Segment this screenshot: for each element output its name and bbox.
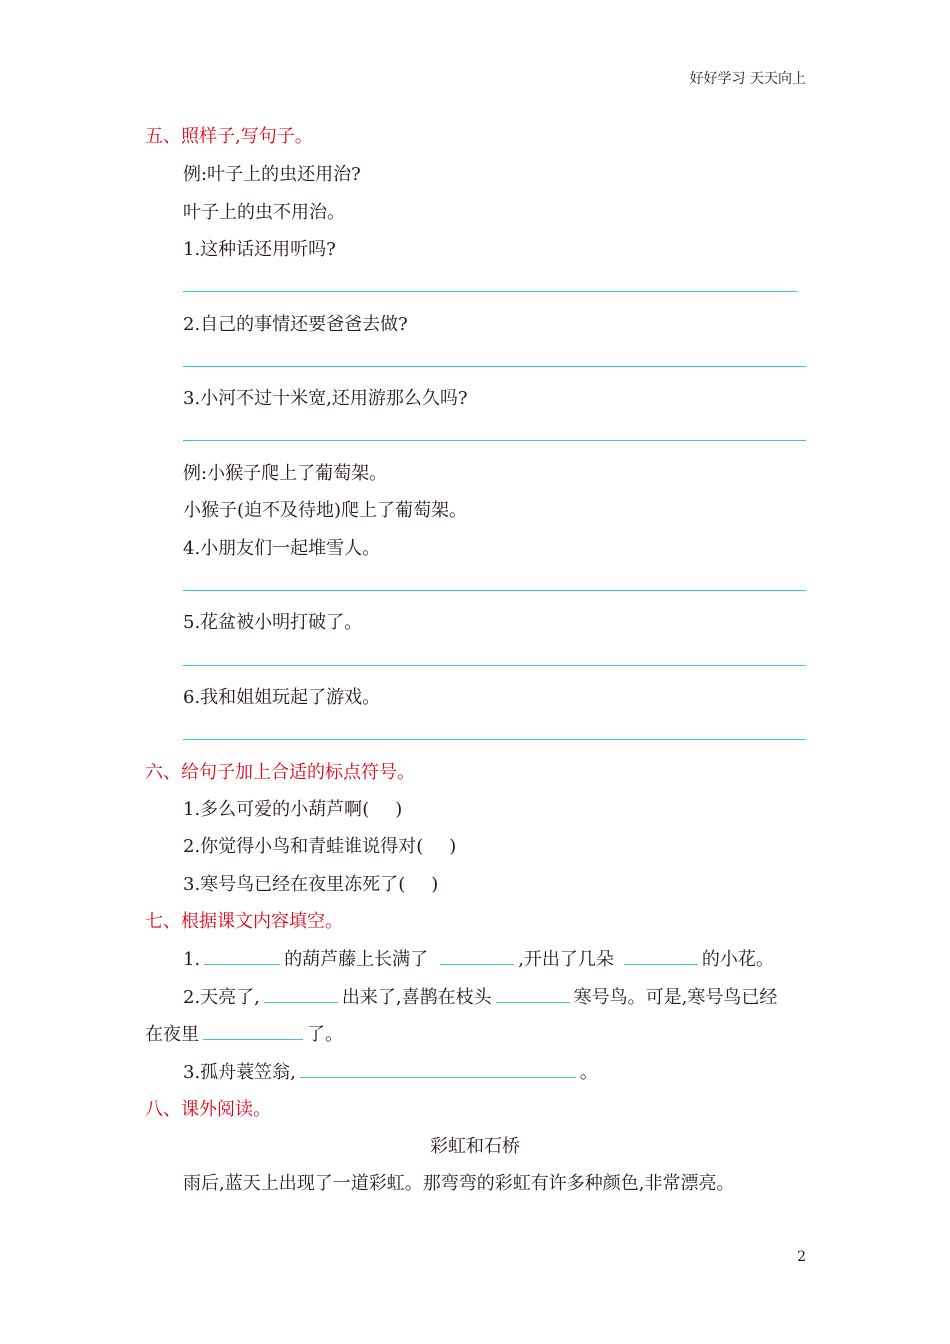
section-8-title: 八、课外阅读。: [145, 1099, 271, 1120]
s7-question-2-cont: [145, 1020, 343, 1046]
answer-line-1[interactable]: [183, 291, 797, 292]
answer-line-4[interactable]: [183, 590, 806, 591]
s6-q1-text: 1.多么可爱的小葫芦啊: [183, 799, 363, 820]
page-header: 好好学习 天天向上: [689, 71, 806, 87]
answer-line-2[interactable]: [183, 366, 806, 367]
s6-q3-text: 3.寒号鸟已经在夜里冻死了: [183, 874, 399, 895]
s7-question-2: [183, 983, 777, 1009]
paren-close: ): [431, 874, 439, 895]
s5-question-2: 2.自己的事情还要爸爸去做?: [183, 314, 408, 335]
s5-example-2-question: 例:小猴子爬上了葡萄架。: [183, 463, 388, 484]
s6-question-1: [183, 795, 402, 821]
fill-blank-5[interactable]: [496, 984, 570, 1003]
s6-question-3: [183, 870, 438, 896]
s5-question-5: 5.花盆被小明打破了。: [183, 612, 363, 633]
s7-q3-part-b: 。: [579, 1062, 598, 1083]
s7-q1-part-b: ,开出了几朵: [518, 949, 614, 970]
s7-question-1: [183, 945, 774, 971]
s7-q1-part-c: 的小花。: [701, 949, 774, 970]
s5-question-6: 6.我和姐姐玩起了游戏。: [183, 687, 381, 708]
paren-close: ): [395, 799, 403, 820]
fill-blank-4[interactable]: [264, 984, 338, 1003]
s5-example-2-answer: 小猴子(迫不及待地)爬上了葡萄架。: [183, 500, 468, 521]
fill-blank-7[interactable]: [300, 1059, 576, 1078]
paren-close: ): [449, 836, 457, 857]
s7-q1-num: 1.: [183, 949, 201, 970]
s5-example-1-question: 例:叶子上的虫还用治?: [183, 164, 361, 185]
section-5-title: 五、照样子,写句子。: [145, 126, 313, 147]
fill-blank-3[interactable]: [624, 946, 698, 965]
s7-q3-part-a: 3.孤舟蓑笠翁,: [183, 1062, 296, 1083]
fill-blank-2[interactable]: [440, 946, 514, 965]
s5-question-3: 3.小河不过十米宽,还用游那么久吗?: [183, 388, 468, 409]
s5-question-1: 1.这种话还用听吗?: [183, 239, 336, 260]
s6-q2-text: 2.你觉得小鸟和青蛙谁说得对: [183, 836, 417, 857]
s7-q2-part-c: 寒号鸟。可是,寒号鸟已经: [573, 987, 778, 1008]
paren-open: (: [416, 836, 424, 857]
s5-question-4: 4.小朋友们一起堆雪人。: [183, 538, 381, 559]
paren-open: (: [362, 799, 370, 820]
s7-question-3: [183, 1058, 598, 1084]
paren-open: (: [398, 874, 406, 895]
s5-example-1-answer: 叶子上的虫不用治。: [183, 202, 345, 223]
s7-q1-part-a: 的葫芦藤上长满了: [284, 949, 429, 970]
fill-blank-1[interactable]: [204, 946, 280, 965]
story-title: 彩虹和石桥: [430, 1136, 520, 1157]
s7-q2-part-d: 在夜里: [145, 1024, 199, 1045]
page-number: 2: [797, 1249, 806, 1265]
section-7-title: 七、根据课文内容填空。: [145, 911, 343, 932]
answer-line-6[interactable]: [183, 739, 806, 740]
s6-question-2: [183, 832, 456, 858]
s7-q2-part-a: 2.天亮了,: [183, 987, 260, 1008]
story-paragraph-1: 雨后,蓝天上出现了一道彩虹。那弯弯的彩虹有许多种颜色,非常漂亮。: [183, 1173, 735, 1194]
answer-line-3[interactable]: [183, 440, 806, 441]
s7-q2-part-e: 了。: [307, 1024, 343, 1045]
s7-q2-part-b: 出来了,喜鹊在枝头: [341, 987, 492, 1008]
answer-line-5[interactable]: [183, 665, 806, 666]
section-6-title: 六、给句子加上合适的标点符号。: [145, 762, 415, 783]
fill-blank-6[interactable]: [203, 1021, 303, 1040]
